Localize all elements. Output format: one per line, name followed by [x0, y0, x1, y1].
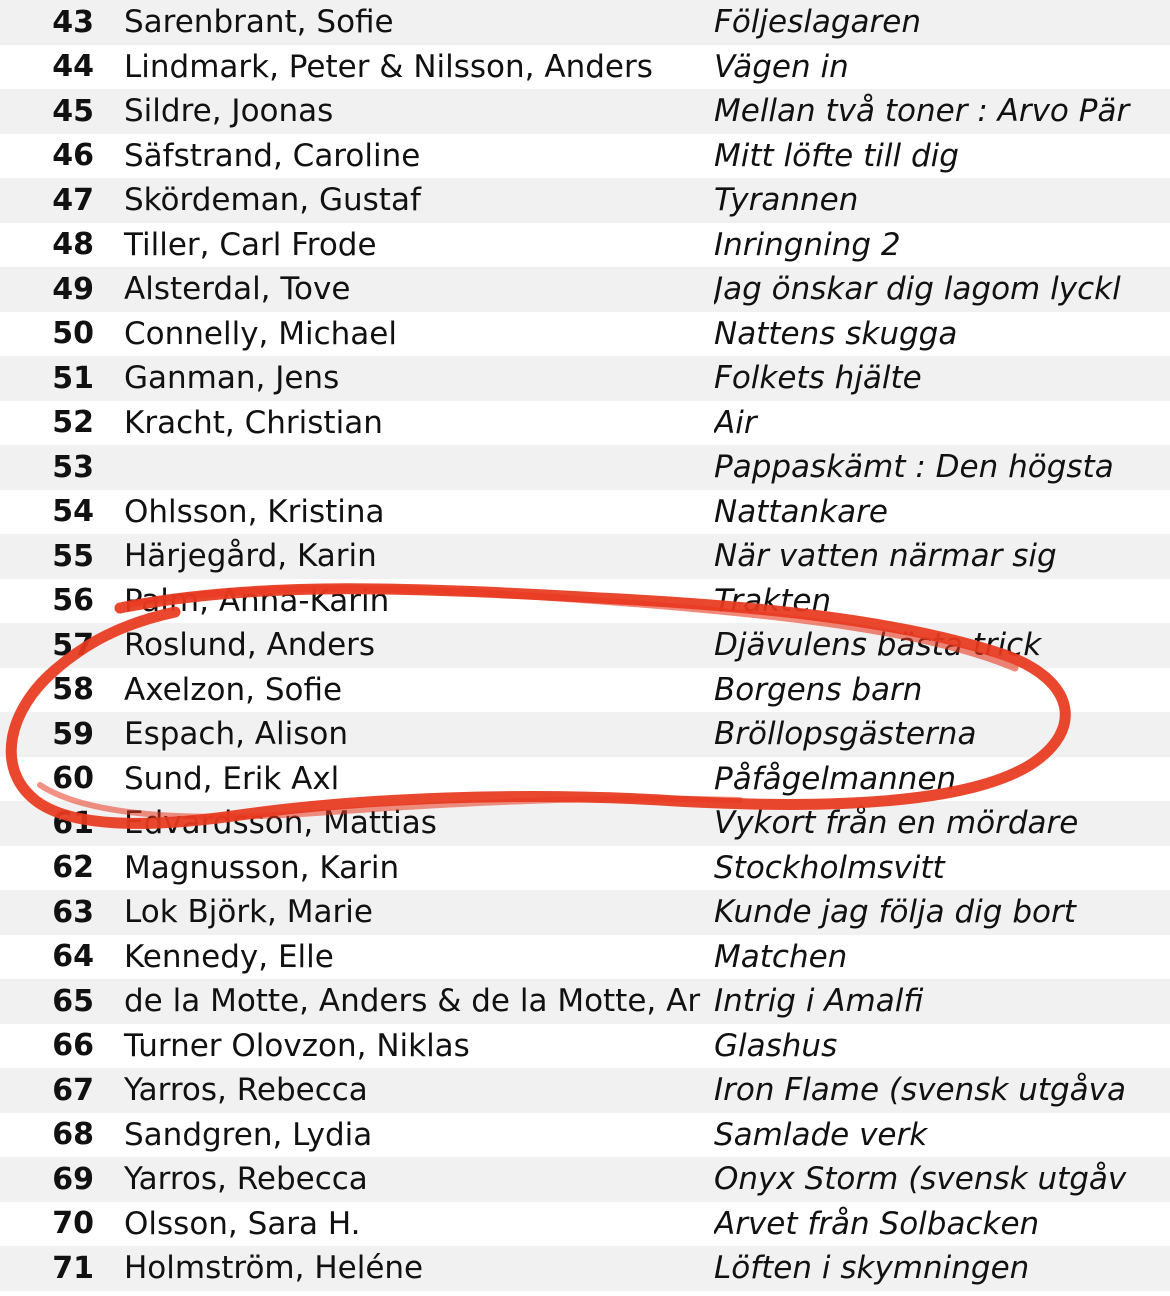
rank-number: 65 — [52, 983, 94, 1019]
book-title: Djävulens bästa trick — [714, 627, 1042, 664]
row-gutter — [0, 134, 38, 179]
author-name: Alsterdal, Tove — [124, 271, 351, 308]
book-title: När vatten närmar sig — [714, 538, 1057, 575]
book-title: Iron Flame (svensk utgåva — [714, 1072, 1127, 1109]
rank-number: 61 — [52, 805, 94, 841]
author-name: Kennedy, Elle — [124, 938, 334, 975]
book-title: Samlade verk — [714, 1116, 928, 1153]
table-row — [0, 846, 1170, 891]
row-gutter — [0, 801, 38, 846]
rank-number: 49 — [52, 271, 94, 307]
table-row — [0, 312, 1170, 357]
rank-number: 71 — [52, 1250, 94, 1286]
rank-number: 66 — [52, 1028, 94, 1064]
row-gutter — [0, 401, 38, 446]
table-row — [0, 490, 1170, 535]
author-name: de la Motte, Anders & de la Motte, Ar — [124, 983, 701, 1020]
book-title: Påfågelmannen — [714, 760, 957, 797]
author-name: Turner Olovzon, Niklas — [124, 1027, 470, 1064]
rank-number: 45 — [52, 93, 94, 129]
book-title: Mellan två toner : Arvo Pär — [714, 93, 1130, 130]
row-gutter — [0, 0, 38, 45]
book-title: Vägen in — [714, 48, 849, 85]
table-row — [0, 801, 1170, 846]
author-name: Yarros, Rebecca — [124, 1072, 368, 1109]
book-title: Borgens barn — [714, 671, 923, 708]
rank-number: 46 — [52, 138, 94, 174]
rank-number: 52 — [52, 405, 94, 441]
row-gutter — [0, 757, 38, 802]
book-title: Kunde jag följa dig bort — [714, 894, 1076, 931]
table-row — [0, 935, 1170, 980]
author-name: Ohlsson, Kristina — [124, 493, 385, 530]
author-name: Kracht, Christian — [124, 404, 383, 441]
book-title: Arvet från Solbacken — [714, 1205, 1040, 1242]
rank-number: 69 — [52, 1161, 94, 1197]
row-gutter — [0, 979, 38, 1024]
book-title: Följeslagaren — [714, 4, 921, 41]
table-row — [0, 1202, 1170, 1247]
row-gutter — [0, 89, 38, 134]
table-row — [0, 223, 1170, 268]
rank-number: 70 — [52, 1206, 94, 1242]
author-name: Lok Björk, Marie — [124, 894, 373, 931]
row-gutter — [0, 223, 38, 268]
rank-number: 48 — [52, 227, 94, 263]
book-title: Löften i skymningen — [714, 1250, 1030, 1287]
table-row — [0, 579, 1170, 624]
author-name: Sund, Erik Axl — [124, 760, 340, 797]
book-title: Air — [714, 404, 757, 441]
author-name: Magnusson, Karin — [124, 849, 400, 886]
table-row — [0, 0, 1170, 45]
book-title: Mitt löfte till dig — [714, 137, 959, 174]
author-name: Sandgren, Lydia — [124, 1116, 373, 1153]
row-gutter — [0, 712, 38, 757]
rank-number: 56 — [52, 583, 94, 619]
rank-number: 44 — [52, 49, 94, 85]
table-row — [0, 757, 1170, 802]
rank-number: 58 — [52, 672, 94, 708]
rank-number: 59 — [52, 716, 94, 752]
table-row — [0, 668, 1170, 713]
author-name: Skördeman, Gustaf — [124, 182, 421, 219]
row-gutter — [0, 1246, 38, 1291]
book-title: Bröllopsgästerna — [714, 716, 977, 753]
author-name: Roslund, Anders — [124, 627, 376, 664]
book-title: Intrig i Amalfi — [714, 983, 924, 1020]
book-title: Tyrannen — [714, 182, 859, 219]
author-name: Axelzon, Sofie — [124, 671, 343, 708]
table-row — [0, 1113, 1170, 1158]
rank-number: 43 — [52, 4, 94, 40]
author-name: Palm, Anna-Karin — [124, 582, 390, 619]
table-row — [0, 356, 1170, 401]
rank-number: 53 — [52, 449, 94, 485]
table-row — [0, 267, 1170, 312]
table-row — [0, 89, 1170, 134]
author-name: Espach, Alison — [124, 716, 349, 753]
row-gutter — [0, 1113, 38, 1158]
rank-number: 62 — [52, 850, 94, 886]
author-name: Härjegård, Karin — [124, 538, 377, 575]
table-row — [0, 890, 1170, 935]
table-row — [0, 1068, 1170, 1113]
author-name: Olsson, Sara H. — [124, 1205, 361, 1242]
row-gutter — [0, 890, 38, 935]
book-title: Trakten — [714, 582, 832, 619]
row-gutter — [0, 267, 38, 312]
table-row — [0, 1024, 1170, 1069]
table-row — [0, 401, 1170, 446]
author-name: Holmström, Heléne — [124, 1250, 424, 1287]
row-gutter — [0, 534, 38, 579]
row-gutter — [0, 445, 38, 490]
author-name: Säfstrand, Caroline — [124, 137, 421, 174]
table-row — [0, 1157, 1170, 1202]
rank-number: 67 — [52, 1072, 94, 1108]
row-gutter — [0, 178, 38, 223]
row-gutter — [0, 1024, 38, 1069]
author-name: Yarros, Rebecca — [124, 1161, 368, 1198]
row-gutter — [0, 579, 38, 624]
rank-number: 60 — [52, 761, 94, 797]
book-title: Onyx Storm (svensk utgåv — [714, 1161, 1127, 1198]
author-name: Sarenbrant, Sofie — [124, 4, 394, 41]
author-name: Sildre, Joonas — [124, 93, 334, 130]
rank-number: 51 — [52, 360, 94, 396]
row-gutter — [0, 935, 38, 980]
book-title: Vykort från en mördare — [714, 805, 1079, 842]
book-title: Jag önskar dig lagom lyckl — [714, 271, 1121, 308]
table-row — [0, 623, 1170, 668]
rank-number: 57 — [52, 627, 94, 663]
row-gutter — [0, 490, 38, 535]
row-gutter — [0, 312, 38, 357]
rank-number: 47 — [52, 182, 94, 218]
author-name: Tiller, Carl Frode — [124, 226, 377, 263]
book-title: Nattens skugga — [714, 315, 958, 352]
author-name: Lindmark, Peter & Nilsson, Anders — [124, 48, 653, 85]
table-row — [0, 534, 1170, 579]
row-gutter — [0, 1202, 38, 1247]
author-name: Edvardsson, Mattias — [124, 805, 437, 842]
row-gutter — [0, 623, 38, 668]
rank-number: 54 — [52, 494, 94, 530]
author-name: Connelly, Michael — [124, 315, 397, 352]
rank-number: 55 — [52, 538, 94, 574]
row-gutter — [0, 45, 38, 90]
book-title: Glashus — [714, 1027, 838, 1064]
book-title: Nattankare — [714, 493, 888, 530]
book-title: Matchen — [714, 938, 848, 975]
row-gutter — [0, 356, 38, 401]
table-row — [0, 45, 1170, 90]
row-gutter — [0, 1068, 38, 1113]
book-title: Pappaskämt : Den högsta — [714, 449, 1114, 486]
row-gutter — [0, 1157, 38, 1202]
rank-number: 50 — [52, 316, 94, 352]
rank-number: 68 — [52, 1117, 94, 1153]
table-row — [0, 712, 1170, 757]
table-row — [0, 445, 1170, 490]
author-name: Ganman, Jens — [124, 360, 340, 397]
row-gutter — [0, 846, 38, 891]
row-gutter — [0, 668, 38, 713]
table-row — [0, 979, 1170, 1024]
book-title: Inringning 2 — [714, 226, 901, 263]
rank-number: 64 — [52, 939, 94, 975]
table-row — [0, 178, 1170, 223]
book-title: Folkets hjälte — [714, 360, 922, 397]
table-row — [0, 1246, 1170, 1291]
book-title: Stockholmsvitt — [714, 849, 945, 886]
table-row — [0, 134, 1170, 179]
rank-number: 63 — [52, 894, 94, 930]
